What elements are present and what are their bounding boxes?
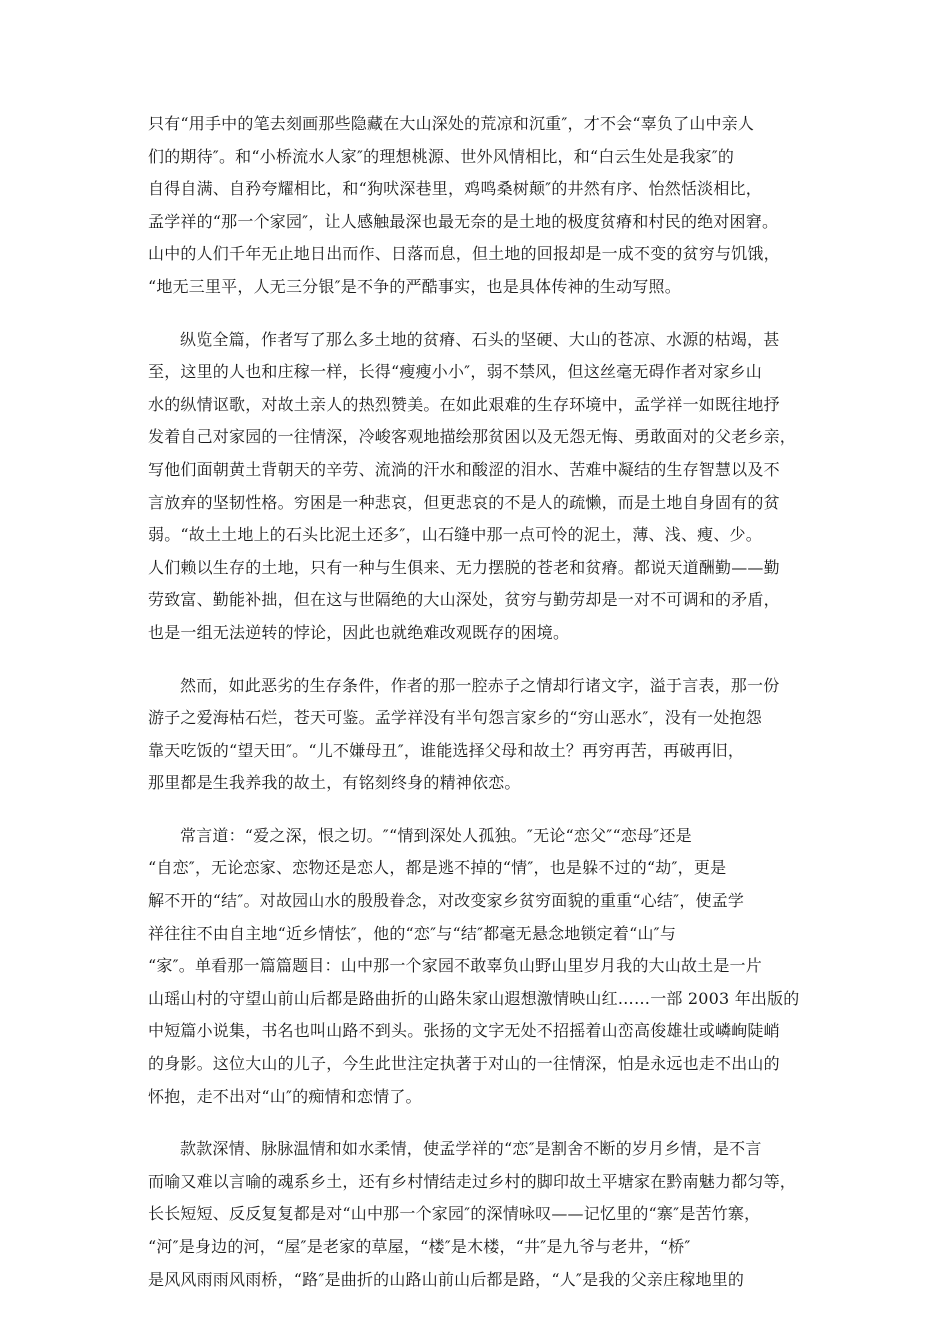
text-line: 至，这里的人也和庄稼一样，长得“瘦瘦小小″，弱不禁风，但这丝毫无碍作者对家乡山 — [148, 362, 762, 382]
text-line: 那里都是生我养我的故土，有铭刻终身的精神依恋。 — [148, 773, 521, 793]
text-line: 山中的人们千年无止地日出而作、日落而息，但土地的回报却是一成不变的贫穷与饥饿， — [148, 244, 780, 264]
text-line: 而喻又难以言喻的魂系乡土，还有乡村情结走过乡村的脚印故土平塘家在黔南魅力都匀等， — [148, 1171, 797, 1191]
text-line: 然而，如此恶劣的生存条件，作者的那一腔赤子之情却行诸文字，溢于言表，那一份 — [180, 675, 780, 695]
text-line: 弱。“故土土地上的石头比泥土还多″，山石缝中那一点可怜的泥土，薄、浅、瘦、少。 — [148, 525, 762, 545]
text-line: 常言道：“爱之深，恨之切。″“情到深处人孤独。″无论“恋父″“恋母″还是 — [180, 825, 692, 845]
paragraph-4 — [148, 820, 808, 1113]
text-line: 款款深情、脉脉温情和如水柔情，使孟学祥的“恋″是割舍不断的岁月乡情，是不言 — [180, 1139, 762, 1159]
paragraph-5 — [148, 1133, 808, 1296]
text-line: 言放弃的坚韧性格。穷困是一种悲哀，但更悲哀的不是人的疏懒，而是土地自身固有的贫 — [148, 492, 780, 512]
text-line: 自得自满、自矜夸耀相比，和“狗吠深巷里，鸡鸣桑树颠″的井然有序、怡然恬淡相比， — [148, 179, 762, 199]
text-line: 发着自己对家园的一往情深，冷峻客观地描绘那贫困以及无怨无悔、勇敢面对的父老乡亲， — [148, 427, 797, 447]
text-line: 写他们面朝黄土背朝天的辛劳、流淌的汗水和酸涩的泪水、苦难中凝结的生存智慧以及不 — [148, 459, 780, 479]
paragraph-1 — [148, 108, 808, 304]
text-line: 山瑶山村的守望山前山后都是路曲折的山路朱家山遐想激情映山红……一部 2003 年出版的 — [148, 988, 800, 1008]
text-line: 也是一组无法逆转的悖论，因此也就绝难改观既存的困境。 — [148, 622, 570, 642]
text-line: “地无三里平，人无三分银″是不争的严酷事实，也是具体传神的生动写照。 — [148, 276, 681, 296]
text-line: 纵览全篇，作者写了那么多土地的贫瘠、石头的坚硬、大山的苍凉、水源的枯竭，甚 — [180, 329, 780, 349]
text-line: 的身影。这位大山的儿子，今生此世注定执著于对山的一往情深，怕是永远也走不出山的 — [148, 1054, 780, 1074]
text-line: 中短篇小说集，书名也叫山路不到头。张扬的文字无处不招摇着山峦高俊雄壮或嶙峋陡峭 — [148, 1021, 780, 1041]
text-line: “自恋″，无论恋家、恋物还是恋人，都是逃不掉的“情″，也是躲不过的“劫″，更是 — [148, 858, 727, 878]
paragraph-2 — [148, 324, 808, 650]
text-line: 孟学祥的“那一个家园″，让人感触最深也最无奈的是土地的极度贫瘠和村民的绝对困窘。 — [148, 211, 779, 231]
text-line: 劳致富、勤能补拙，但在这与世隔绝的大山深处，贫穷与勤劳却是一对不可调和的矛盾， — [148, 590, 780, 610]
text-line: 靠天吃饭的“望天田″。“儿不嫌母丑″，谁能选择父母和故土？再穷再苦，再破再旧， — [148, 740, 745, 760]
text-line: 怀抱，走不出对“山″的痴情和恋情了。 — [148, 1086, 422, 1106]
text-line: “家″。单看那一篇篇题目：山中那一个家园不敢辜负山野山里岁月我的大山故土是一片 — [148, 956, 762, 976]
text-line: 只有“用手中的笔去刻画那些隐藏在大山深处的荒凉和沉重″，才不会“辜负了山中亲人 — [148, 114, 755, 133]
text-line: 人们赖以生存的土地，只有一种与生俱来、无力摆脱的苍老和贫瘠。都说天道酬勤——勤 — [148, 557, 780, 577]
text-line: 长长短短、反反复复都是对“山中那一个家园″的深情咏叹——记忆里的“寨″是苦竹寨， — [148, 1204, 761, 1224]
text-line: 祥往往不由自主地“近乡情怯″，他的“恋″与“结″都毫无悬念地锁定着“山″与 — [148, 923, 677, 943]
text-line: 解不开的“结″。对故园山水的殷殷眷念，对改变家乡贫穷面貌的重重“心结″，使孟学 — [148, 891, 745, 911]
paragraph-3 — [148, 670, 808, 800]
text-line: 们的期待″。和“小桥流水人家″的理想桃源、世外风情相比，和“白云生处是我家″的 — [148, 146, 735, 166]
text-line: 是风风雨雨风雨桥，“路″是曲折的山路山前山后都是路，“人″是我的父亲庄稼地里的 — [148, 1269, 745, 1289]
document-page — [148, 108, 808, 1296]
text-line: 游子之爱海枯石烂，苍天可鉴。孟学祥没有半句怨言家乡的“穷山恶水″，没有一处抱怨 — [148, 708, 762, 728]
text-line: “河″是身边的河，“屋″是老家的草屋，“楼″是木楼，“井″是九爷与老井，“桥″ — [148, 1237, 691, 1256]
text-line: 水的纵情讴歌，对故土亲人的热烈赞美。在如此艰难的生存环境中，孟学祥一如既往地抒 — [148, 394, 780, 414]
